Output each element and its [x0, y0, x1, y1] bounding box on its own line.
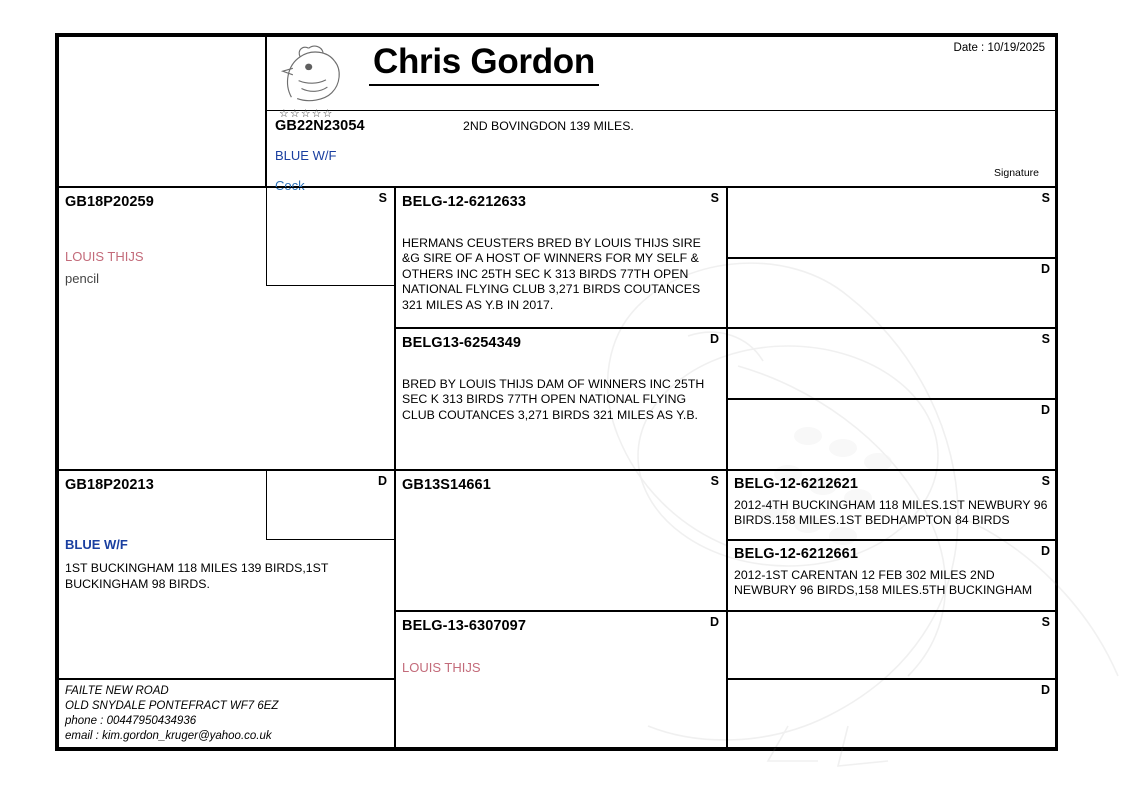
dam-ggp-4-cell	[727, 679, 1058, 748]
dam-ggp-3-cell	[727, 611, 1058, 679]
footer-address-cell	[58, 679, 395, 748]
sire-ggp-1-sex: S	[1041, 191, 1050, 205]
footer-line1: FAILTE NEW ROAD	[65, 685, 169, 697]
dam-gp-bottom-cell	[395, 611, 727, 748]
owner-name: Chris Gordon	[369, 41, 599, 86]
footer-line2: OLD SNYDALE PONTEFRACT WF7 6EZ	[65, 700, 279, 712]
sire-gp-top-text: HERMANS CEUSTERS BRED BY LOUIS THIJS SIRE &G SIRE OF A HOST OF WINNERS FOR MY SELF & OTHERS INC 25TH SEC K 313 BIRDS 77TH OPEN NATIONAL FLYING CLUB 3,271 BIRDS COUTANCES 321 MILES AS Y.B IN 2017.	[402, 236, 701, 312]
signature-label: Signature	[994, 167, 1039, 179]
dam-gp-top-ring: GB13S14661	[402, 477, 491, 493]
sire-gp-top-ring: BELG-12-6212633	[402, 194, 527, 210]
dam-ggp-2-cell	[727, 540, 1058, 611]
sire-ggp-1-cell	[727, 187, 1058, 258]
dam-parent-ring: GB18P20213	[65, 477, 154, 493]
sire-ggp-2-sex: D	[1040, 262, 1050, 276]
dam-parent-text: 1ST BUCKINGHAM 118 MILES 139 BIRDS,1ST BUCKINGHAM 98 BIRDS.	[65, 561, 329, 591]
dam-gp-top-cell	[395, 470, 727, 611]
dam-gp-bottom-ring: BELG-13-6307097	[402, 618, 527, 634]
dam-ggp-2-ring: BELG-12-6212661	[734, 546, 859, 562]
pigeon-head-logo-icon	[277, 41, 349, 113]
sire-gp-bottom-cell	[395, 328, 727, 470]
rating-stars: ☆☆☆☆☆	[279, 108, 334, 120]
date-label: Date :	[953, 42, 985, 54]
dam-gp-bottom-sex: D	[709, 615, 719, 629]
sire-gp-bottom-sex: D	[709, 332, 719, 346]
sire-gp-top-sex: S	[710, 191, 719, 205]
dam-ggp-1-cell	[727, 470, 1058, 540]
sire-parent-ring: GB18P20259	[65, 194, 154, 210]
sire-gp-bottom-text: BRED BY LOUIS THIJS DAM OF WINNERS INC 25TH SEC K 313 BIRDS 77TH OPEN NATIONAL FLYING CLUB COUTANCES 3,271 BIRDS 321 MILES AS Y.B.	[402, 377, 705, 422]
dam-ggp-4-sex: D	[1040, 683, 1050, 697]
sire-ggp-2-cell	[727, 258, 1058, 328]
date-group	[954, 42, 1045, 54]
sire-parent-line2: pencil	[65, 271, 99, 287]
dam-gp-top-sex: S	[710, 474, 719, 488]
dam-parent-sex: D	[377, 474, 387, 488]
footer-line4: email : kim.gordon_kruger@yahoo.co.uk	[65, 730, 272, 742]
dam-ggp-1-text: 2012-4TH BUCKINGHAM 118 MILES.1ST NEWBURY 96 BIRDS.158 MILES.1ST BEDHAMPTON 84 BIRDS	[734, 498, 1048, 528]
sire-gp-bottom-ring: BELG13-6254349	[402, 335, 522, 351]
footer-line3: phone : 00447950434936	[65, 715, 197, 727]
subject-block	[266, 111, 1058, 193]
dam-parent-colour: BLUE W/F	[65, 537, 128, 552]
sire-parent-sex: S	[378, 191, 387, 205]
dam-ggp-1-sex: S	[1041, 474, 1050, 488]
subject-colour: BLUE W/F	[275, 148, 337, 163]
subject-ring: GB22N23054	[275, 118, 365, 134]
header-blank-left	[58, 36, 266, 187]
sire-ggp-4-sex: D	[1040, 403, 1050, 417]
dam-ggp-2-text: 2012-1ST CARENTAN 12 FEB 302 MILES 2ND NEWBURY 96 BIRDS,158 MILES.5TH BUCKINGHAM	[734, 568, 1033, 598]
pedigree-grid	[58, 36, 1055, 748]
sire-gp-top-cell	[395, 187, 727, 328]
dam-gp-bottom-text: LOUIS THIJS	[402, 660, 481, 675]
sire-parent-line1: LOUIS THIJS	[65, 249, 144, 264]
subject-sex: Cock	[275, 178, 305, 193]
dam-ggp-3-sex: S	[1041, 615, 1050, 629]
dam-parent-sex-box	[266, 470, 395, 540]
header-owner-block	[266, 36, 1058, 120]
pedigree-frame	[55, 33, 1058, 751]
subject-race-note: 2ND BOVINGDON 139 MILES.	[463, 119, 634, 133]
sire-parent-sex-box	[266, 187, 395, 286]
sire-ggp-3-cell	[727, 328, 1058, 399]
dam-ggp-1-ring: BELG-12-6212621	[734, 476, 859, 492]
dam-ggp-2-sex: D	[1040, 544, 1050, 558]
sire-ggp-4-cell	[727, 399, 1058, 470]
sire-ggp-3-sex: S	[1041, 332, 1050, 346]
date-value: 10/19/2025	[987, 42, 1045, 54]
